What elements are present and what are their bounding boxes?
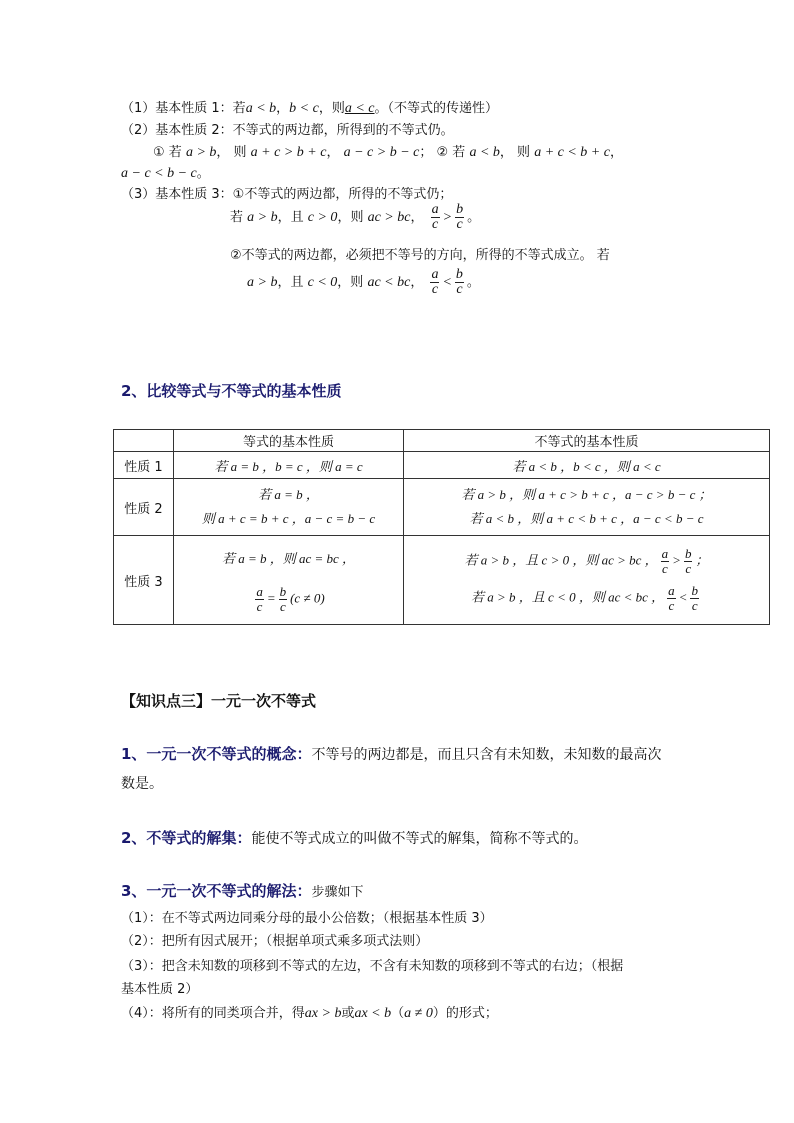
row1-label: 性质 1 — [114, 452, 174, 479]
row1-ineq: 若 a < b ，b < c ，则 a < c — [404, 452, 770, 479]
prop2-l1-mid: ； ② 若 — [419, 145, 466, 160]
prop3-l1-then: ，则 — [337, 210, 364, 225]
row3-eq-cell — [174, 536, 404, 625]
prop2-l1-cond: a > b — [185, 145, 217, 160]
row2-ineq-line1: 若 a > b ，则 a + c > b + c ，a − c > b − c ； — [461, 487, 712, 502]
prop3-l1-frac-b: $\frac{b}{c}$ — [456, 202, 464, 232]
item3-heading: 3、一元一次不等式的解法： — [121, 882, 312, 900]
step3: （3）：把含未知数的项移到不等式的左边，不含有未知数的项移到不等式的右边；（根据 — [121, 959, 624, 974]
row1-eq: 若 a = b ，b = c ，则 a = c — [174, 452, 404, 479]
table-header-ineq: 不等式的基本性质 — [404, 430, 770, 452]
prop3-l1-frac-a: $\frac{a}{c}$ — [431, 202, 439, 232]
prop3-l3-op: < — [442, 275, 452, 290]
prop3-line1 — [230, 203, 480, 232]
prop3-l3-end: 。 — [466, 275, 480, 290]
item2-line — [121, 827, 587, 848]
prop2-l1-r1: a + c > b + c — [250, 145, 327, 160]
step4-m1: ax > b — [304, 1006, 342, 1021]
prop3-l3-r: ac < bc — [367, 275, 411, 290]
step3b: 基本性质 2） — [121, 982, 199, 997]
table-corner-cell — [114, 430, 174, 452]
prop2-l1-then: ， 则 — [216, 145, 247, 160]
row3-eq-line1: 若 a = b ，则 ac = bc ， — [221, 550, 356, 566]
item3-line — [121, 880, 363, 901]
prop1-line — [121, 97, 498, 117]
prop3-l1-op: > — [442, 210, 453, 225]
item1-text: 不等号的两边都是，而且只含有未知数，未知数的最高次 — [311, 747, 662, 763]
row2-eq-line2: 则 a + c = b + c ，a − c = b − c — [201, 511, 376, 526]
row3-ineq2-frac-b: $\frac{b}{c}$ — [691, 583, 698, 613]
prop1-result: a < c — [344, 101, 375, 116]
item3-text: 步骤如下 — [311, 885, 364, 900]
prop2-line1 — [153, 141, 623, 161]
prop3-l3-frac-a: $\frac{a}{c}$ — [431, 267, 439, 297]
prop3-l1-c: c > 0 — [307, 210, 338, 225]
prop2-label: （2）基本性质 2：不等式的两边都，所得到的不等式仍。 — [121, 123, 454, 138]
table-row — [114, 536, 770, 625]
prop3-l1-sep: ， — [410, 210, 424, 225]
item1-text2: 数是。 — [121, 776, 163, 792]
prop1-cond-a: a < b — [245, 101, 277, 116]
item2-text: 能使不等式成立的叫做不等式的解集，简称不等式的。 — [251, 831, 588, 847]
prop3-l3-sep: ， — [410, 275, 424, 290]
table-row — [114, 479, 770, 536]
step4-m2: ax < b — [354, 1006, 392, 1021]
prop1-label: （1）基本性质 1：若 — [121, 101, 246, 116]
prop3-l3-c: c < 0 — [307, 275, 338, 290]
prop1-note: 。（不等式的传递性） — [374, 101, 499, 116]
section2-heading: 2、比较等式与不等式的基本性质 — [121, 382, 342, 400]
prop3-l1-and: ，且 — [277, 210, 304, 225]
row3-ineq-line2: 若 a > b ，且 c < 0 ，则 ac < bc ， $\frac{a}{c}$ < $\frac{b}{c}$ — [471, 583, 698, 613]
item1-heading: 1、一元一次不等式的概念： — [121, 745, 312, 763]
row3-eq-frac-a: $\frac{a}{c}$ — [256, 583, 263, 614]
prop2-l2-r: a − c < b − c — [121, 166, 197, 181]
prop2-l2-end: 。 — [196, 166, 210, 181]
prop2-l1-end: ， — [609, 145, 623, 160]
prop3-label: （3）基本性质 3：①不等式的两边都，所得的不等式仍； — [121, 187, 453, 202]
prop2-l1-r3: a + c < b + c — [534, 145, 610, 160]
row2-label: 性质 2 — [114, 479, 174, 536]
prop3-line2: ②不等式的两边都，必须把不等号的方向，所得的不等式成立。 若 — [230, 248, 610, 263]
item1-line — [121, 743, 661, 764]
prop1-sep: ， — [276, 101, 290, 116]
prop3-l1-pre: 若 — [230, 210, 244, 225]
prop2-l1-pre: ① 若 — [153, 145, 182, 160]
prop3-l3-frac-b: $\frac{b}{c}$ — [455, 267, 463, 297]
row2-eq-line1: 若 a = b ， — [258, 487, 319, 502]
item2-heading: 2、不等式的解集： — [121, 829, 252, 847]
table-header-row — [114, 430, 770, 452]
row3-ineq-line1: 若 a > b ，且 c > 0 ，则 ac > bc ， $\frac{a}{c}$ > $\frac{b}{c}$ ； — [464, 546, 709, 576]
prop1-cond-b: b < c — [289, 101, 319, 116]
prop1-then: ，则 — [318, 101, 345, 116]
prop3-l3-cond: a > b — [247, 275, 278, 290]
step4-cond: a ≠ 0 — [404, 1006, 433, 1021]
row3-eq-line2 — [174, 585, 403, 614]
row3-ineq1-frac-b: $\frac{b}{c}$ — [684, 546, 692, 576]
comparison-table — [113, 429, 770, 625]
step1: （1）：在不等式两边同乘分母的最小公倍数；（根据基本性质 3） — [121, 911, 493, 926]
row3-eq-cond: (c ≠ 0) — [290, 589, 325, 605]
row2-ineq-line2: 若 a < b ，则 a + c < b + c ，a − c < b − c — [469, 511, 704, 526]
row3-eq-frac-b: $\frac{b}{c}$ — [279, 583, 287, 614]
prop2-l1-sep: ， — [326, 145, 340, 160]
row2-ineq-cell — [404, 479, 770, 536]
row2-eq-cell — [174, 479, 404, 536]
step2: （2）：把所有因式展开；（根据单项式乘多项式法则） — [121, 934, 429, 949]
prop3-l1-r: ac > bc — [367, 210, 411, 225]
prop2-line2 — [121, 162, 210, 182]
prop3-l1-cond: a > b — [247, 210, 278, 225]
row3-ineq1-frac-a: $\frac{a}{c}$ — [661, 546, 669, 576]
row3-ineq-cell — [404, 536, 770, 625]
prop3-line3 — [247, 268, 480, 297]
table-row — [114, 452, 770, 479]
row3-label: 性质 3 — [114, 536, 174, 625]
table-header-eq: 等式的基本性质 — [174, 430, 404, 452]
row3-eq-op: = — [266, 589, 276, 605]
section3-heading: 【知识点三】一元一次不等式 — [121, 692, 317, 710]
prop2-l1-cond2: a < b — [469, 145, 500, 160]
prop3-l3-then: ，则 — [337, 275, 364, 290]
prop2-l1-r2: a − c > b − c — [343, 145, 420, 160]
step4: （4）：将所有的同类项合并，得ax > b或ax < b（a ≠ 0）的形式； — [121, 1006, 498, 1021]
prop2-l1-then2: ， 则 — [499, 145, 531, 160]
prop3-l1-end: 。 — [467, 210, 481, 225]
prop3-l3-and: ，且 — [277, 275, 304, 290]
row3-ineq2-frac-a: $\frac{a}{c}$ — [668, 583, 675, 613]
